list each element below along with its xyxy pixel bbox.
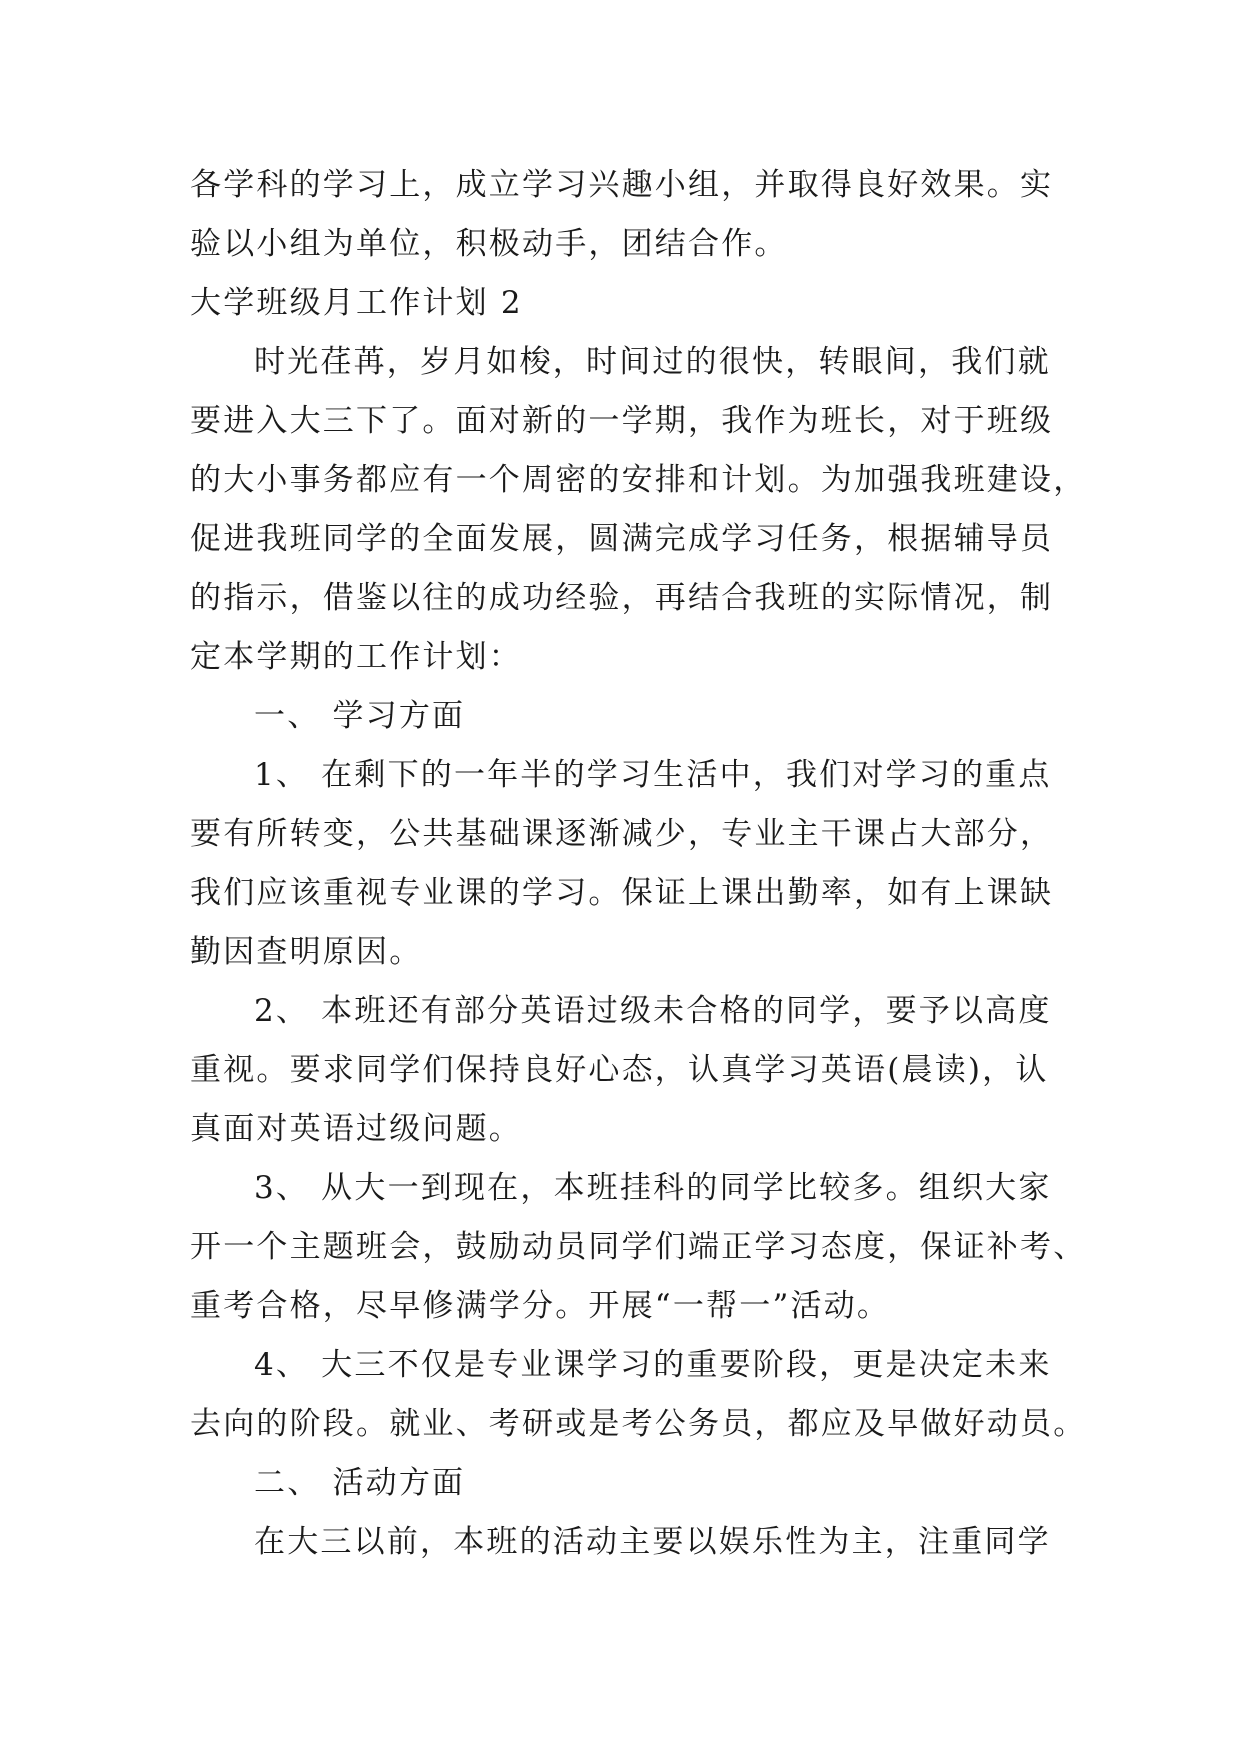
subheading: 二、 活动方面: [254, 1465, 466, 1501]
body-text-line: 的大小事务都应有一个周密的安排和计划。为加强我班建设，: [190, 462, 1087, 498]
body-text-line: 定本学期的工作计划：: [190, 639, 522, 675]
body-text-line: 勤因查明原因。: [190, 934, 423, 970]
body-text-line: 促进我班同学的全面发展，圆满完成学习任务，根据辅导员: [190, 521, 1054, 557]
body-text-line: 要进入大三下了。面对新的一学期，我作为班长，对于班级: [190, 403, 1054, 439]
body-text-line: 我们应该重视专业课的学习。保证上课出勤率，如有上课缺: [190, 875, 1054, 911]
body-text-line: 1、 在剩下的一年半的学习生活中，我们对学习的重点: [254, 757, 1052, 793]
body-text-line: 去向的阶段。就业、考研或是考公务员，都应及早做好动员。: [190, 1406, 1087, 1442]
body-text-line: 真面对英语过级问题。: [190, 1111, 522, 1147]
body-text-line: 各学科的学习上，成立学习兴趣小组，并取得良好效果。实: [190, 167, 1054, 203]
body-text-line: 重视。要求同学们保持良好心态，认真学习英语(晨读)，认: [190, 1052, 1049, 1088]
section-title: 大学班级月工作计划 2: [190, 285, 523, 321]
subheading: 一、 学习方面: [254, 698, 466, 734]
body-text-line: 3、 从大一到现在，本班挂科的同学比较多。组织大家: [254, 1170, 1052, 1206]
body-text-line: 重考合格，尽早修满学分。开展“一帮一”活动。: [190, 1288, 891, 1324]
body-text-line: 要有所转变，公共基础课逐渐减少，专业主干课占大部分，: [190, 816, 1054, 852]
body-text-line: 的指示，借鉴以往的成功经验，再结合我班的实际情况，制: [190, 580, 1054, 616]
body-text-line: 在大三以前，本班的活动主要以娱乐性为主，注重同学: [254, 1524, 1051, 1560]
body-text-line: 2、 本班还有部分英语过级未合格的同学，要予以高度: [254, 993, 1052, 1029]
body-text-line: 验以小组为单位，积极动手，团结合作。: [190, 226, 788, 262]
body-text-line: 开一个主题班会，鼓励动员同学们端正学习态度，保证补考、: [190, 1229, 1087, 1265]
body-text-line: 时光荏苒，岁月如梭，时间过的很快，转眼间，我们就: [254, 344, 1051, 380]
body-text-line: 4、 大三不仅是专业课学习的重要阶段，更是决定未来: [254, 1347, 1052, 1383]
